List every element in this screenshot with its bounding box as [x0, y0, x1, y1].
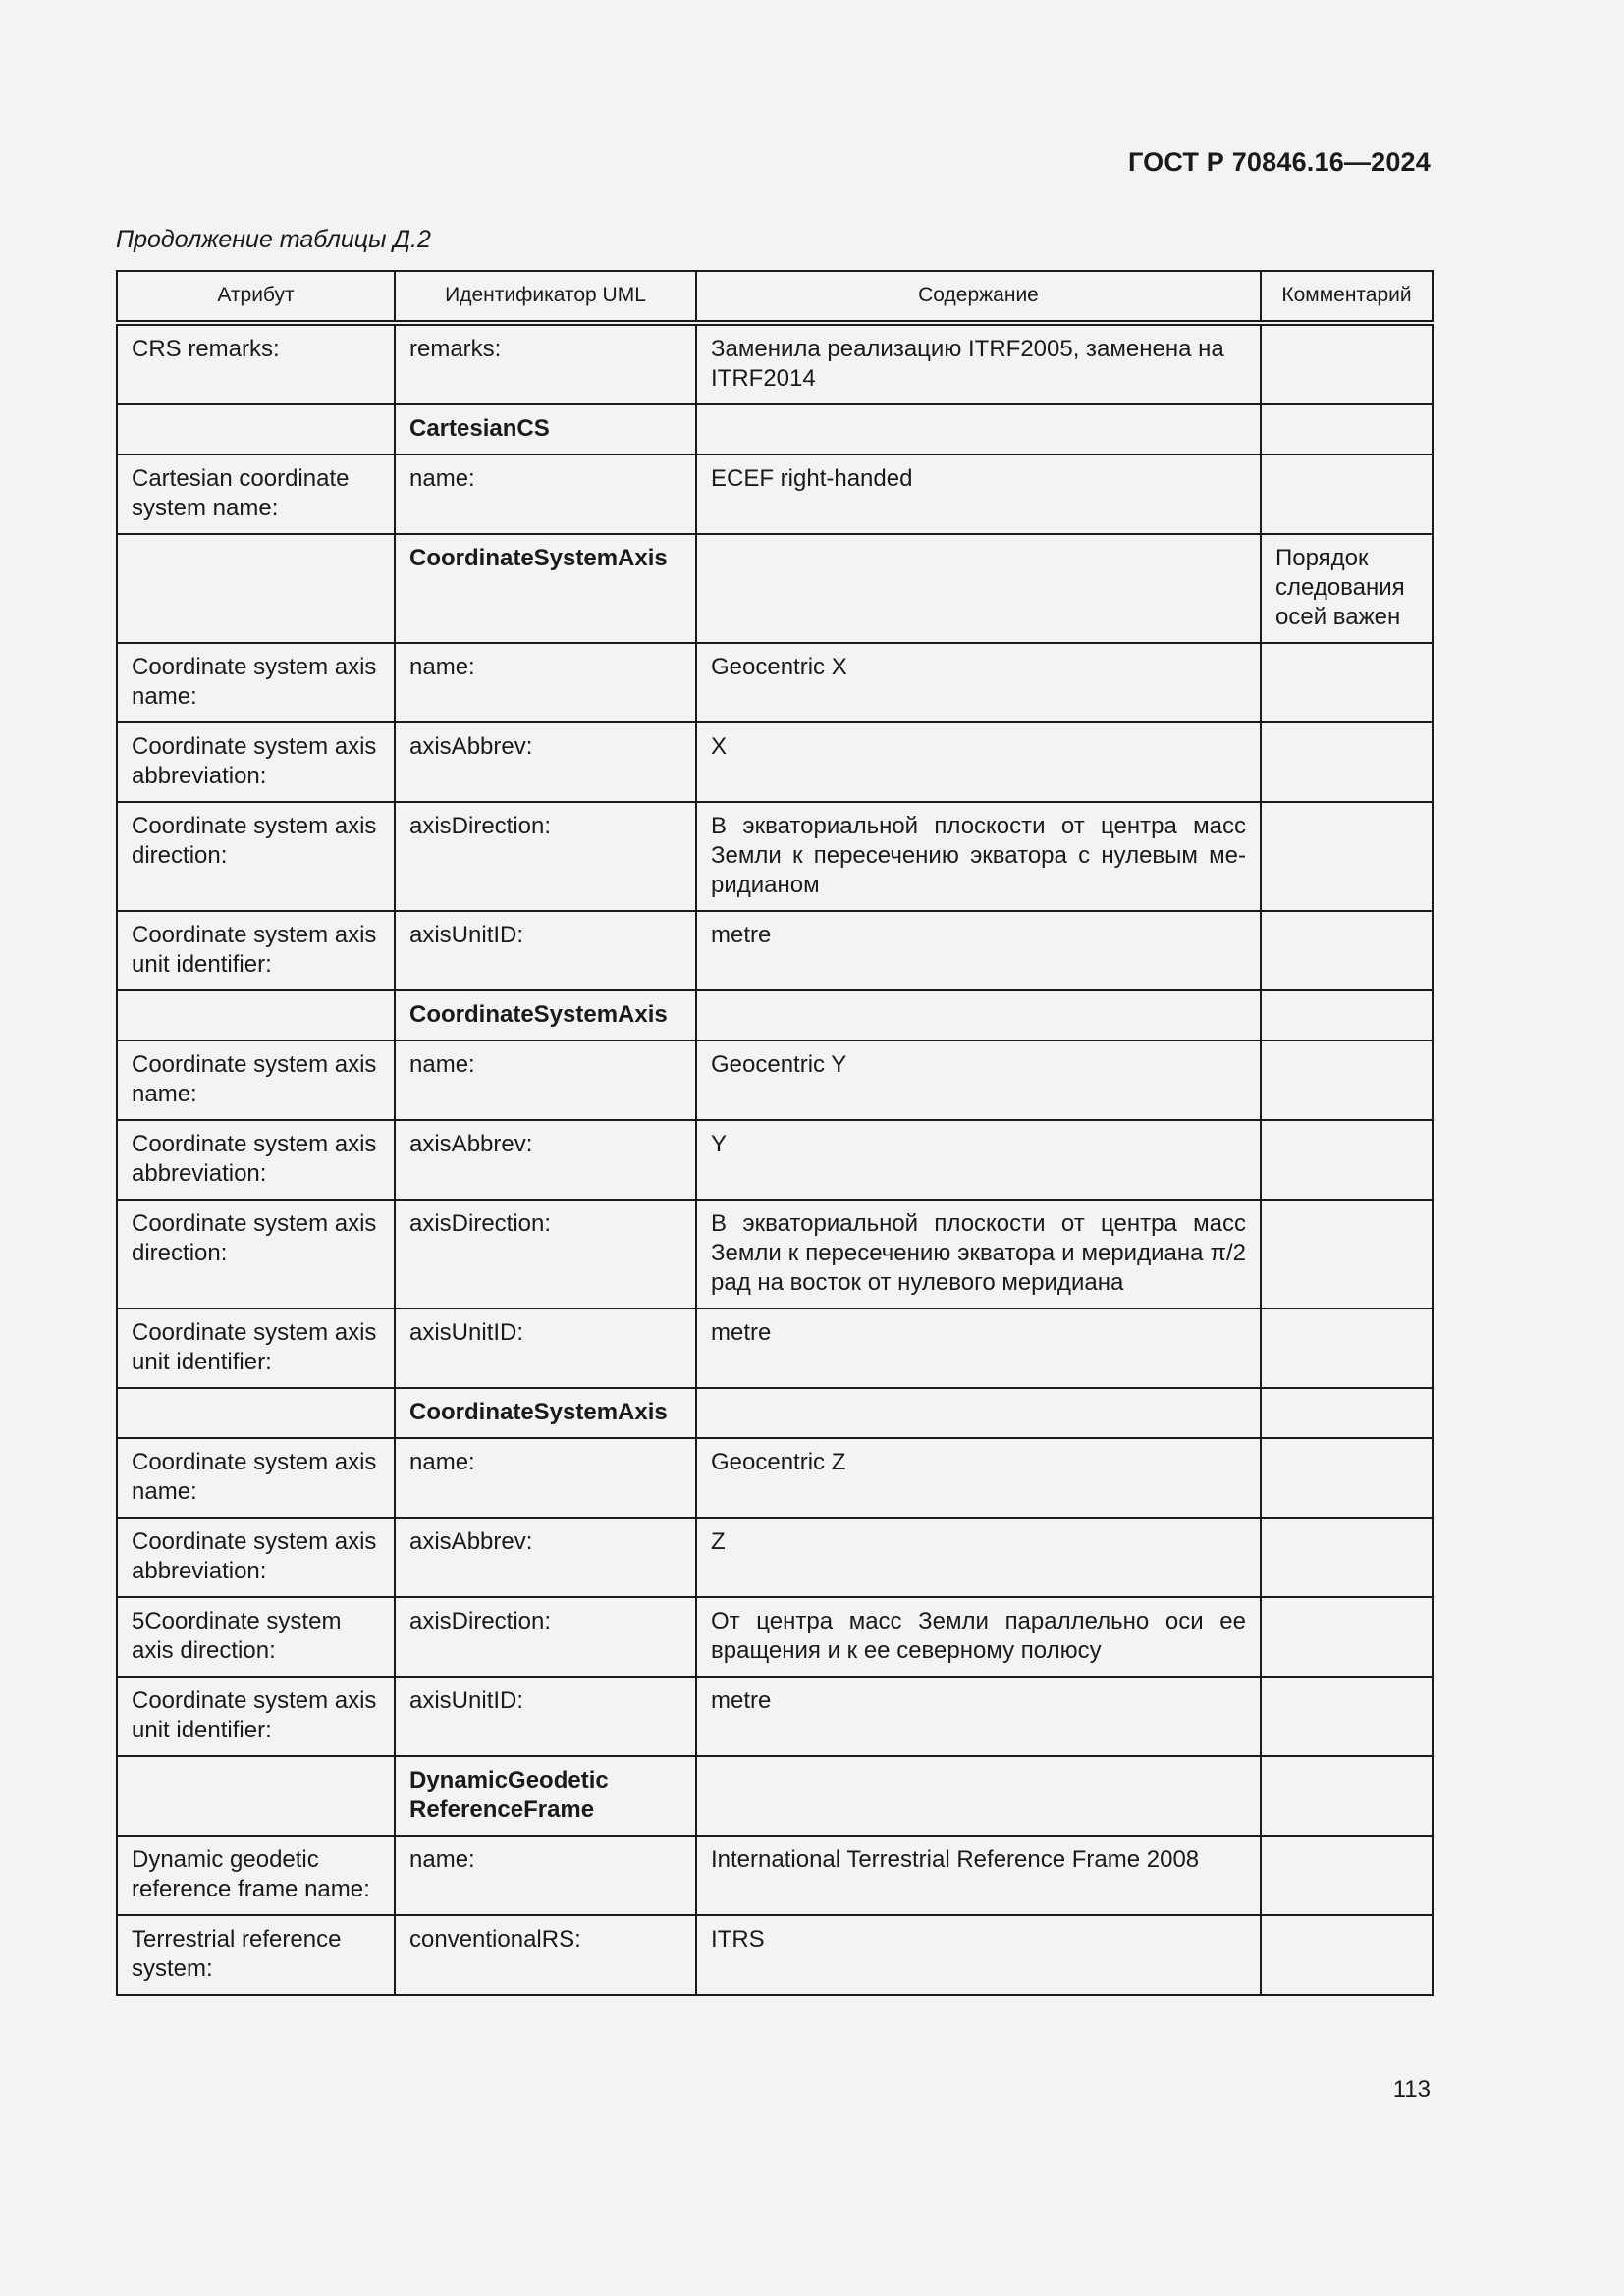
- content-cell: [696, 1388, 1261, 1438]
- table-row: [117, 1915, 1433, 1995]
- uml-identifier-cell: axisAbbrev:: [395, 722, 696, 802]
- attribute-cell: CRS remarks:: [117, 323, 395, 404]
- table-row: [117, 1308, 1433, 1388]
- comment-cell: [1261, 643, 1433, 722]
- column-header-comment: Комментарий: [1261, 271, 1433, 323]
- comment-cell: [1261, 1836, 1433, 1915]
- comment-cell: [1261, 404, 1433, 454]
- comment-cell: [1261, 911, 1433, 990]
- comment-cell: [1261, 1677, 1433, 1756]
- comment-cell: [1261, 1756, 1433, 1836]
- uml-identifier-cell: name:: [395, 1041, 696, 1120]
- column-header-uml-identifier: Идентификатор UML: [395, 271, 696, 323]
- attribute-cell: Coordinate system axis unit identifier:: [117, 911, 395, 990]
- content-cell: Geocentric Z: [696, 1438, 1261, 1518]
- content-cell: [696, 404, 1261, 454]
- content-cell: В экваториальной плоскости от центра масс Земли к пересечению экватора и меридиана π/2 рад на восток от нулевого меридиана: [696, 1200, 1261, 1308]
- comment-cell: [1261, 454, 1433, 534]
- uml-identifier-cell: axisAbbrev:: [395, 1120, 696, 1200]
- table-row: [117, 911, 1433, 990]
- table-row: [117, 643, 1433, 722]
- table-row: [117, 1041, 1433, 1120]
- uml-identifier-cell: axisDirection:: [395, 1597, 696, 1677]
- table-row: [117, 1597, 1433, 1677]
- attribute-cell: [117, 990, 395, 1041]
- attribute-cell: [117, 1388, 395, 1438]
- attribute-cell: Coordinate system axis direction:: [117, 802, 395, 911]
- uml-identifier-cell: name:: [395, 1836, 696, 1915]
- table-row: [117, 323, 1433, 404]
- comment-cell: [1261, 1597, 1433, 1677]
- comment-cell: [1261, 1308, 1433, 1388]
- table-row: [117, 990, 1433, 1041]
- uml-identifier-cell: name:: [395, 1438, 696, 1518]
- content-cell: Заменила реализацию ITRF2005, заменена на ITRF2014: [696, 323, 1261, 404]
- table-row: [117, 534, 1433, 643]
- uml-identifier-cell: name:: [395, 643, 696, 722]
- uml-identifier-cell: axisAbbrev:: [395, 1518, 696, 1597]
- content-cell: Y: [696, 1120, 1261, 1200]
- uml-identifier-cell: conventionalRS:: [395, 1915, 696, 1995]
- comment-cell: [1261, 1041, 1433, 1120]
- comment-cell: [1261, 1200, 1433, 1308]
- comment-cell: Порядок следования осей важен: [1261, 534, 1433, 643]
- table-row: [117, 454, 1433, 534]
- table-caption: Продолжение таблицы Д.2: [116, 226, 431, 253]
- content-cell: [696, 1756, 1261, 1836]
- attribute-cell: Coordinate system axis unit identifier:: [117, 1308, 395, 1388]
- attribute-cell: Coordinate system axis unit identifier:: [117, 1677, 395, 1756]
- comment-cell: [1261, 1518, 1433, 1597]
- table-row: [117, 802, 1433, 911]
- attribute-cell: [117, 534, 395, 643]
- uml-identifier-cell: axisUnitID:: [395, 911, 696, 990]
- attribute-cell: Terrestrial reference system:: [117, 1915, 395, 1995]
- comment-cell: [1261, 802, 1433, 911]
- attribute-cell: Coordinate system axis name:: [117, 1041, 395, 1120]
- uml-identifier-cell: name:: [395, 454, 696, 534]
- uml-identifier-cell: axisUnitID:: [395, 1677, 696, 1756]
- uml-identifier-cell: remarks:: [395, 323, 696, 404]
- content-cell: Geocentric X: [696, 643, 1261, 722]
- comment-cell: [1261, 323, 1433, 404]
- comment-cell: [1261, 1438, 1433, 1518]
- attribute-cell: Coordinate system axis abbreviation:: [117, 1518, 395, 1597]
- document-code: ГОСТ Р 70846.16—2024: [1128, 147, 1431, 177]
- attribute-cell: Dynamic geodetic reference frame name:: [117, 1836, 395, 1915]
- uml-identifier-cell: CoordinateSystemAxis: [395, 534, 696, 643]
- table-row: [117, 1388, 1433, 1438]
- uml-identifier-cell: axisDirection:: [395, 1200, 696, 1308]
- table-row: [117, 1120, 1433, 1200]
- content-cell: International Terrestrial Reference Frame 2008: [696, 1836, 1261, 1915]
- content-cell: X: [696, 722, 1261, 802]
- content-cell: Geocentric Y: [696, 1041, 1261, 1120]
- content-cell: В экваториальной плоскости от центра масс Земли к пересечению экватора с нулевым ме-ридианом: [696, 802, 1261, 911]
- table-header-row: [117, 271, 1433, 323]
- table-row: [117, 1518, 1433, 1597]
- page-number: 113: [1392, 2076, 1431, 2103]
- attribute-cell: Coordinate system axis abbreviation:: [117, 1120, 395, 1200]
- content-cell: ITRS: [696, 1915, 1261, 1995]
- comment-cell: [1261, 1120, 1433, 1200]
- attribute-cell: 5Coordinate system axis direction:: [117, 1597, 395, 1677]
- table-row: [117, 1438, 1433, 1518]
- comment-cell: [1261, 722, 1433, 802]
- comment-cell: [1261, 1388, 1433, 1438]
- table-row: [117, 1836, 1433, 1915]
- attribute-cell: [117, 404, 395, 454]
- comment-cell: [1261, 990, 1433, 1041]
- content-cell: Z: [696, 1518, 1261, 1597]
- content-cell: [696, 534, 1261, 643]
- comment-cell: [1261, 1915, 1433, 1995]
- column-header-content: Содержание: [696, 271, 1261, 323]
- uml-identifier-cell: axisDirection:: [395, 802, 696, 911]
- table-row: [117, 1677, 1433, 1756]
- table-row: [117, 722, 1433, 802]
- column-header-attribute: Атрибут: [117, 271, 395, 323]
- uml-identifier-cell: CoordinateSystemAxis: [395, 1388, 696, 1438]
- content-cell: metre: [696, 1308, 1261, 1388]
- uml-identifier-cell: DynamicGeodetic ReferenceFrame: [395, 1756, 696, 1836]
- attribute-table: [116, 270, 1434, 1996]
- content-cell: metre: [696, 911, 1261, 990]
- content-cell: От центра масс Земли параллельно оси ее вращения и к ее северному полюсу: [696, 1597, 1261, 1677]
- attribute-cell: Coordinate system axis name:: [117, 1438, 395, 1518]
- content-cell: metre: [696, 1677, 1261, 1756]
- attribute-cell: [117, 1756, 395, 1836]
- content-cell: ECEF right-handed: [696, 454, 1261, 534]
- table-row: [117, 1756, 1433, 1836]
- attribute-cell: Cartesian coordinate system name:: [117, 454, 395, 534]
- attribute-cell: Coordinate system axis direction:: [117, 1200, 395, 1308]
- table-row: [117, 1200, 1433, 1308]
- table-row: [117, 404, 1433, 454]
- attribute-cell: Coordinate system axis name:: [117, 643, 395, 722]
- uml-identifier-cell: CartesianCS: [395, 404, 696, 454]
- content-cell: [696, 990, 1261, 1041]
- attribute-cell: Coordinate system axis abbreviation:: [117, 722, 395, 802]
- uml-identifier-cell: CoordinateSystemAxis: [395, 990, 696, 1041]
- uml-identifier-cell: axisUnitID:: [395, 1308, 696, 1388]
- table-body: [117, 323, 1433, 1995]
